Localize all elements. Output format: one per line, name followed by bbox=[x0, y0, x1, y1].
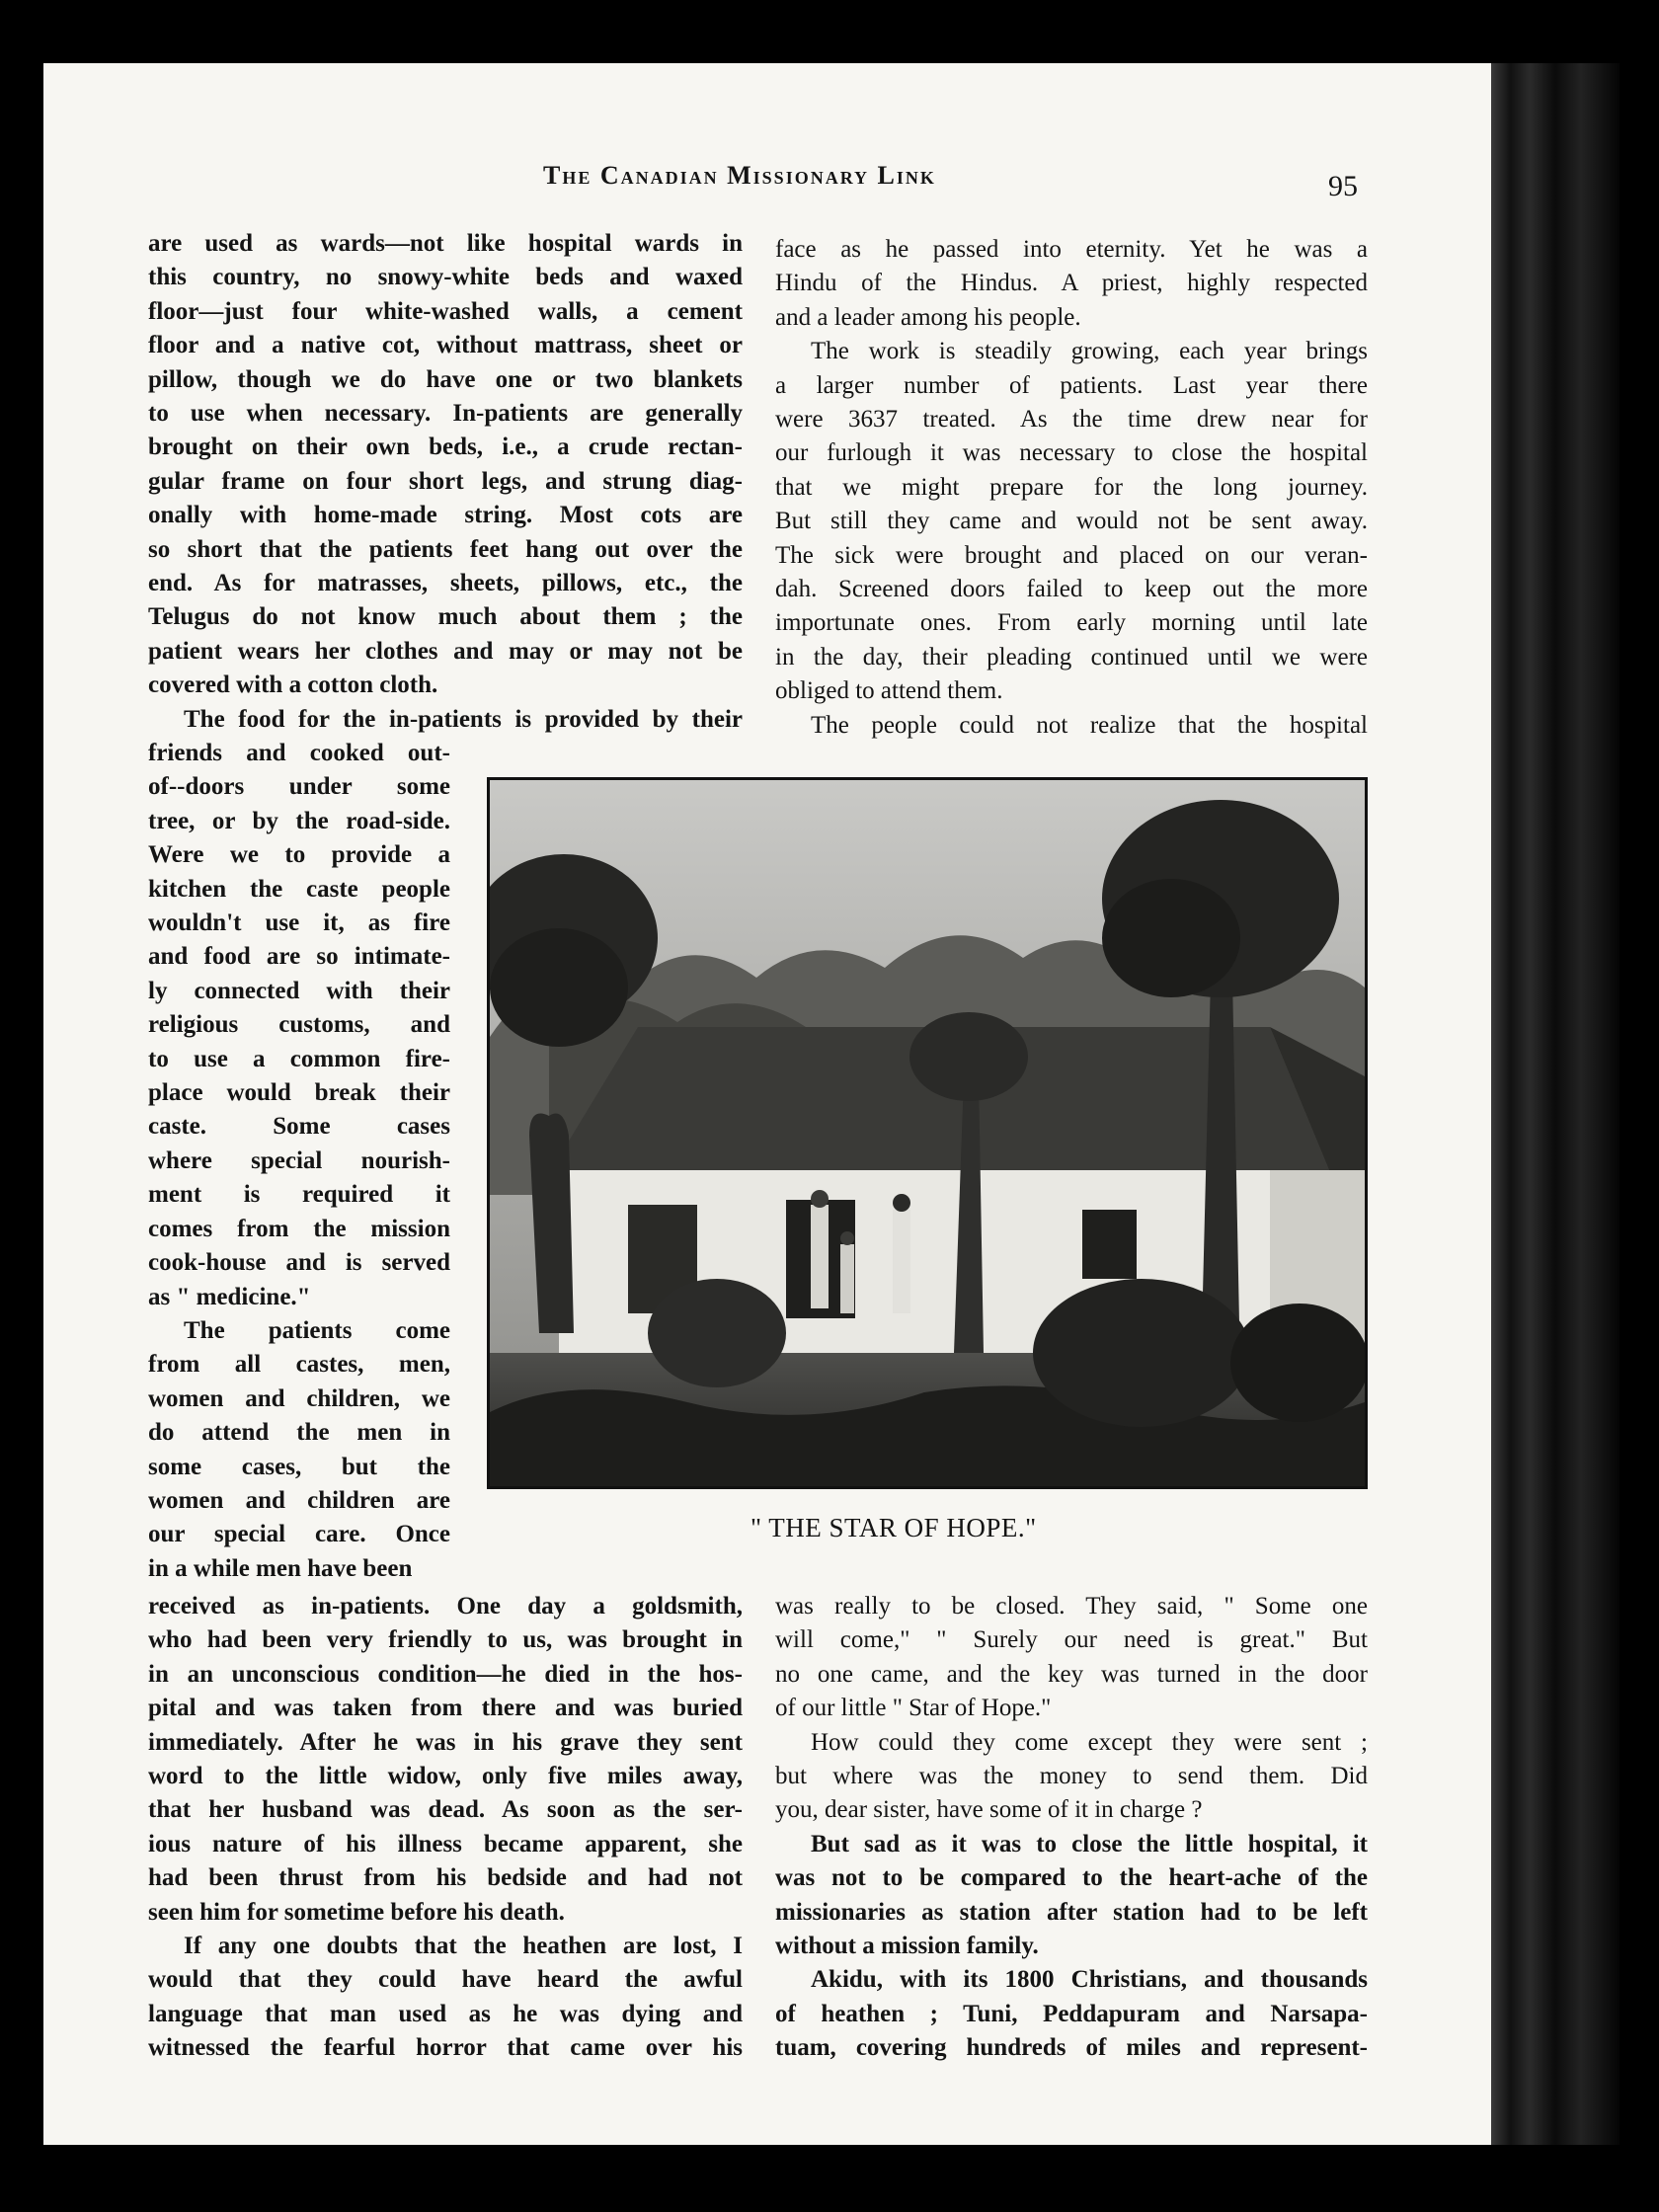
text-line: to use when necessary. In-patients are generally bbox=[148, 400, 743, 428]
text-line: patient wears her clothes and may or may not be bbox=[148, 637, 743, 665]
text-line: word to the little widow, only five miles away, bbox=[148, 1763, 743, 1790]
text-line: How could they come except they were sent ; bbox=[811, 1728, 1368, 1756]
text-line: of--doors under some bbox=[148, 773, 450, 801]
text-line: caste. Some cases bbox=[148, 1113, 450, 1141]
text-line: brought on their own beds, i.e., a crude rectan- bbox=[148, 434, 743, 461]
text-line: Telugus do not know much about them ; the bbox=[148, 603, 743, 631]
text-line: covered with a cotton cloth. bbox=[148, 672, 438, 699]
text-line: ly connected with their bbox=[148, 977, 450, 1004]
text-line: Akidu, with its 1800 Christians, and thousands bbox=[811, 1966, 1368, 1994]
text-line: this country, no snowy-white beds and waxed bbox=[148, 264, 743, 291]
text-line: immediately. After he was in his grave they sent bbox=[148, 1728, 743, 1756]
text-line: Were we to provide a bbox=[148, 841, 450, 869]
text-line: no one came, and the key was turned in the door bbox=[775, 1660, 1368, 1688]
text-line: you, dear sister, have some of it in charge ? bbox=[775, 1796, 1203, 1824]
text-line: friends and cooked out- bbox=[148, 740, 450, 766]
text-line: But still they came and would not be sent away. bbox=[775, 508, 1368, 535]
text-line: was really to be closed. They said, " Some one bbox=[775, 1593, 1368, 1620]
text-line: tuam, covering hundreds of miles and represent- bbox=[775, 2034, 1368, 2062]
text-line: pital and was taken from there and was buried bbox=[148, 1695, 743, 1722]
text-line: face as he passed into eternity. Yet he was a bbox=[775, 236, 1368, 263]
text-line: as " medicine." bbox=[148, 1283, 311, 1310]
text-line: If any one doubts that the heathen are lost, I bbox=[184, 1933, 743, 1960]
text-line: comes from the mission bbox=[148, 1215, 450, 1242]
text-line: women and children are bbox=[148, 1486, 450, 1514]
text-line: will come," " Surely our need is great." But bbox=[775, 1626, 1368, 1654]
text-line: but where was the money to send them. Did bbox=[775, 1763, 1368, 1790]
text-line: ment is required it bbox=[148, 1181, 450, 1209]
text-line: so short that the patients feet hang out over the bbox=[148, 535, 743, 563]
text-line: in an unconscious condition—he died in the hos- bbox=[148, 1660, 743, 1688]
text-line: are used as wards—not like hospital wards in bbox=[148, 230, 743, 257]
book-spine bbox=[1491, 63, 1620, 2145]
text-line: were 3637 treated. As the time drew near for bbox=[775, 406, 1368, 434]
text-line: and food are so intimate- bbox=[148, 943, 450, 971]
text-line: cook-house and is served bbox=[148, 1249, 450, 1277]
text-line: The food for the in-patients is provided by their bbox=[184, 705, 743, 733]
column-2-top bbox=[775, 233, 1368, 743]
text-line: obliged to attend them. bbox=[775, 677, 1003, 705]
column-1-bottom bbox=[148, 1590, 743, 2066]
text-line: gular frame on four short legs, and strung diag- bbox=[148, 467, 743, 495]
column-1-narrow bbox=[148, 737, 450, 1586]
text-line: of our little " Star of Hope." bbox=[775, 1695, 1052, 1722]
text-line: seen him for sometime before his death. bbox=[148, 1898, 565, 1926]
text-line: women and children, we bbox=[148, 1384, 450, 1412]
text-line: in the day, their pleading continued until we were bbox=[775, 643, 1368, 671]
text-line: kitchen the caste people bbox=[148, 875, 450, 903]
hospital-photograph bbox=[487, 777, 1368, 1489]
text-line: onally with home-made string. Most cots are bbox=[148, 502, 743, 529]
text-line: our special care. Once bbox=[148, 1521, 450, 1548]
column-1-top bbox=[148, 227, 743, 737]
text-line: The patients come bbox=[184, 1316, 450, 1344]
text-line: had been thrust from his bedside and had not bbox=[148, 1864, 743, 1892]
text-line: that we might prepare for the long journey. bbox=[775, 473, 1368, 501]
text-line: who had been very friendly to us, was brought in bbox=[148, 1626, 743, 1654]
text-line: a larger number of patients. Last year there bbox=[775, 371, 1368, 399]
text-line: language that man used as he was dying and bbox=[148, 2000, 743, 2027]
text-line: that her husband was dead. As soon as the ser- bbox=[148, 1796, 743, 1824]
text-line: floor and a native cot, without mattrass, sheet or bbox=[148, 332, 743, 359]
text-line: in a while men have been bbox=[148, 1554, 413, 1582]
text-line: The sick were brought and placed on our veran- bbox=[775, 541, 1368, 569]
text-line: of heathen ; Tuni, Peddapuram and Narsapa- bbox=[775, 2000, 1368, 2027]
text-line: where special nourish- bbox=[148, 1146, 450, 1174]
text-line: religious customs, and bbox=[148, 1011, 450, 1039]
text-line: our furlough it was necessary to close the hospital bbox=[775, 439, 1368, 467]
text-line: floor—just four white-washed walls, a cement bbox=[148, 297, 743, 325]
text-line: witnessed the fearful horror that came over his bbox=[148, 2034, 743, 2062]
text-line: some cases, but the bbox=[148, 1453, 450, 1480]
page-number: 95 bbox=[1328, 170, 1358, 202]
text-line: end. As for matrasses, sheets, pillows, etc., the bbox=[148, 570, 743, 597]
text-line: to use a common fire- bbox=[148, 1045, 450, 1072]
text-line: ious nature of his illness became apparent, she bbox=[148, 1830, 743, 1857]
text-line: would that they could have heard the awful bbox=[148, 1966, 743, 1994]
text-line: The work is steadily growing, each year brings bbox=[811, 338, 1368, 365]
running-header: The Canadian Missionary Link bbox=[543, 161, 936, 190]
text-line: pillow, though we do have one or two blankets bbox=[148, 365, 743, 393]
text-line: Hindu of the Hindus. A priest, highly respected bbox=[775, 270, 1368, 297]
column-2-bottom bbox=[775, 1590, 1368, 2066]
text-line: The people could not realize that the hospital bbox=[811, 711, 1368, 739]
text-line: received as in-patients. One day a goldsmith, bbox=[148, 1593, 743, 1620]
text-line: tree, or by the road-side. bbox=[148, 807, 450, 834]
text-line: importunate ones. From early morning until late bbox=[775, 609, 1368, 637]
text-line: without a mission family. bbox=[775, 1933, 1039, 1960]
text-line: was not to be compared to the heart-ache of the bbox=[775, 1864, 1368, 1892]
text-line: do attend the men in bbox=[148, 1419, 450, 1447]
text-line: from all castes, men, bbox=[148, 1351, 450, 1379]
text-line: But sad as it was to close the little hospital, it bbox=[811, 1830, 1368, 1857]
figure-caption: " THE STAR OF HOPE." bbox=[750, 1513, 1037, 1542]
text-line: and a leader among his people. bbox=[775, 303, 1081, 331]
text-line: place would break their bbox=[148, 1079, 450, 1107]
text-line: wouldn't use it, as fire bbox=[148, 909, 450, 937]
text-line: dah. Screened doors failed to keep out the more bbox=[775, 576, 1368, 603]
text-line: missionaries as station after station had to be left bbox=[775, 1898, 1368, 1926]
